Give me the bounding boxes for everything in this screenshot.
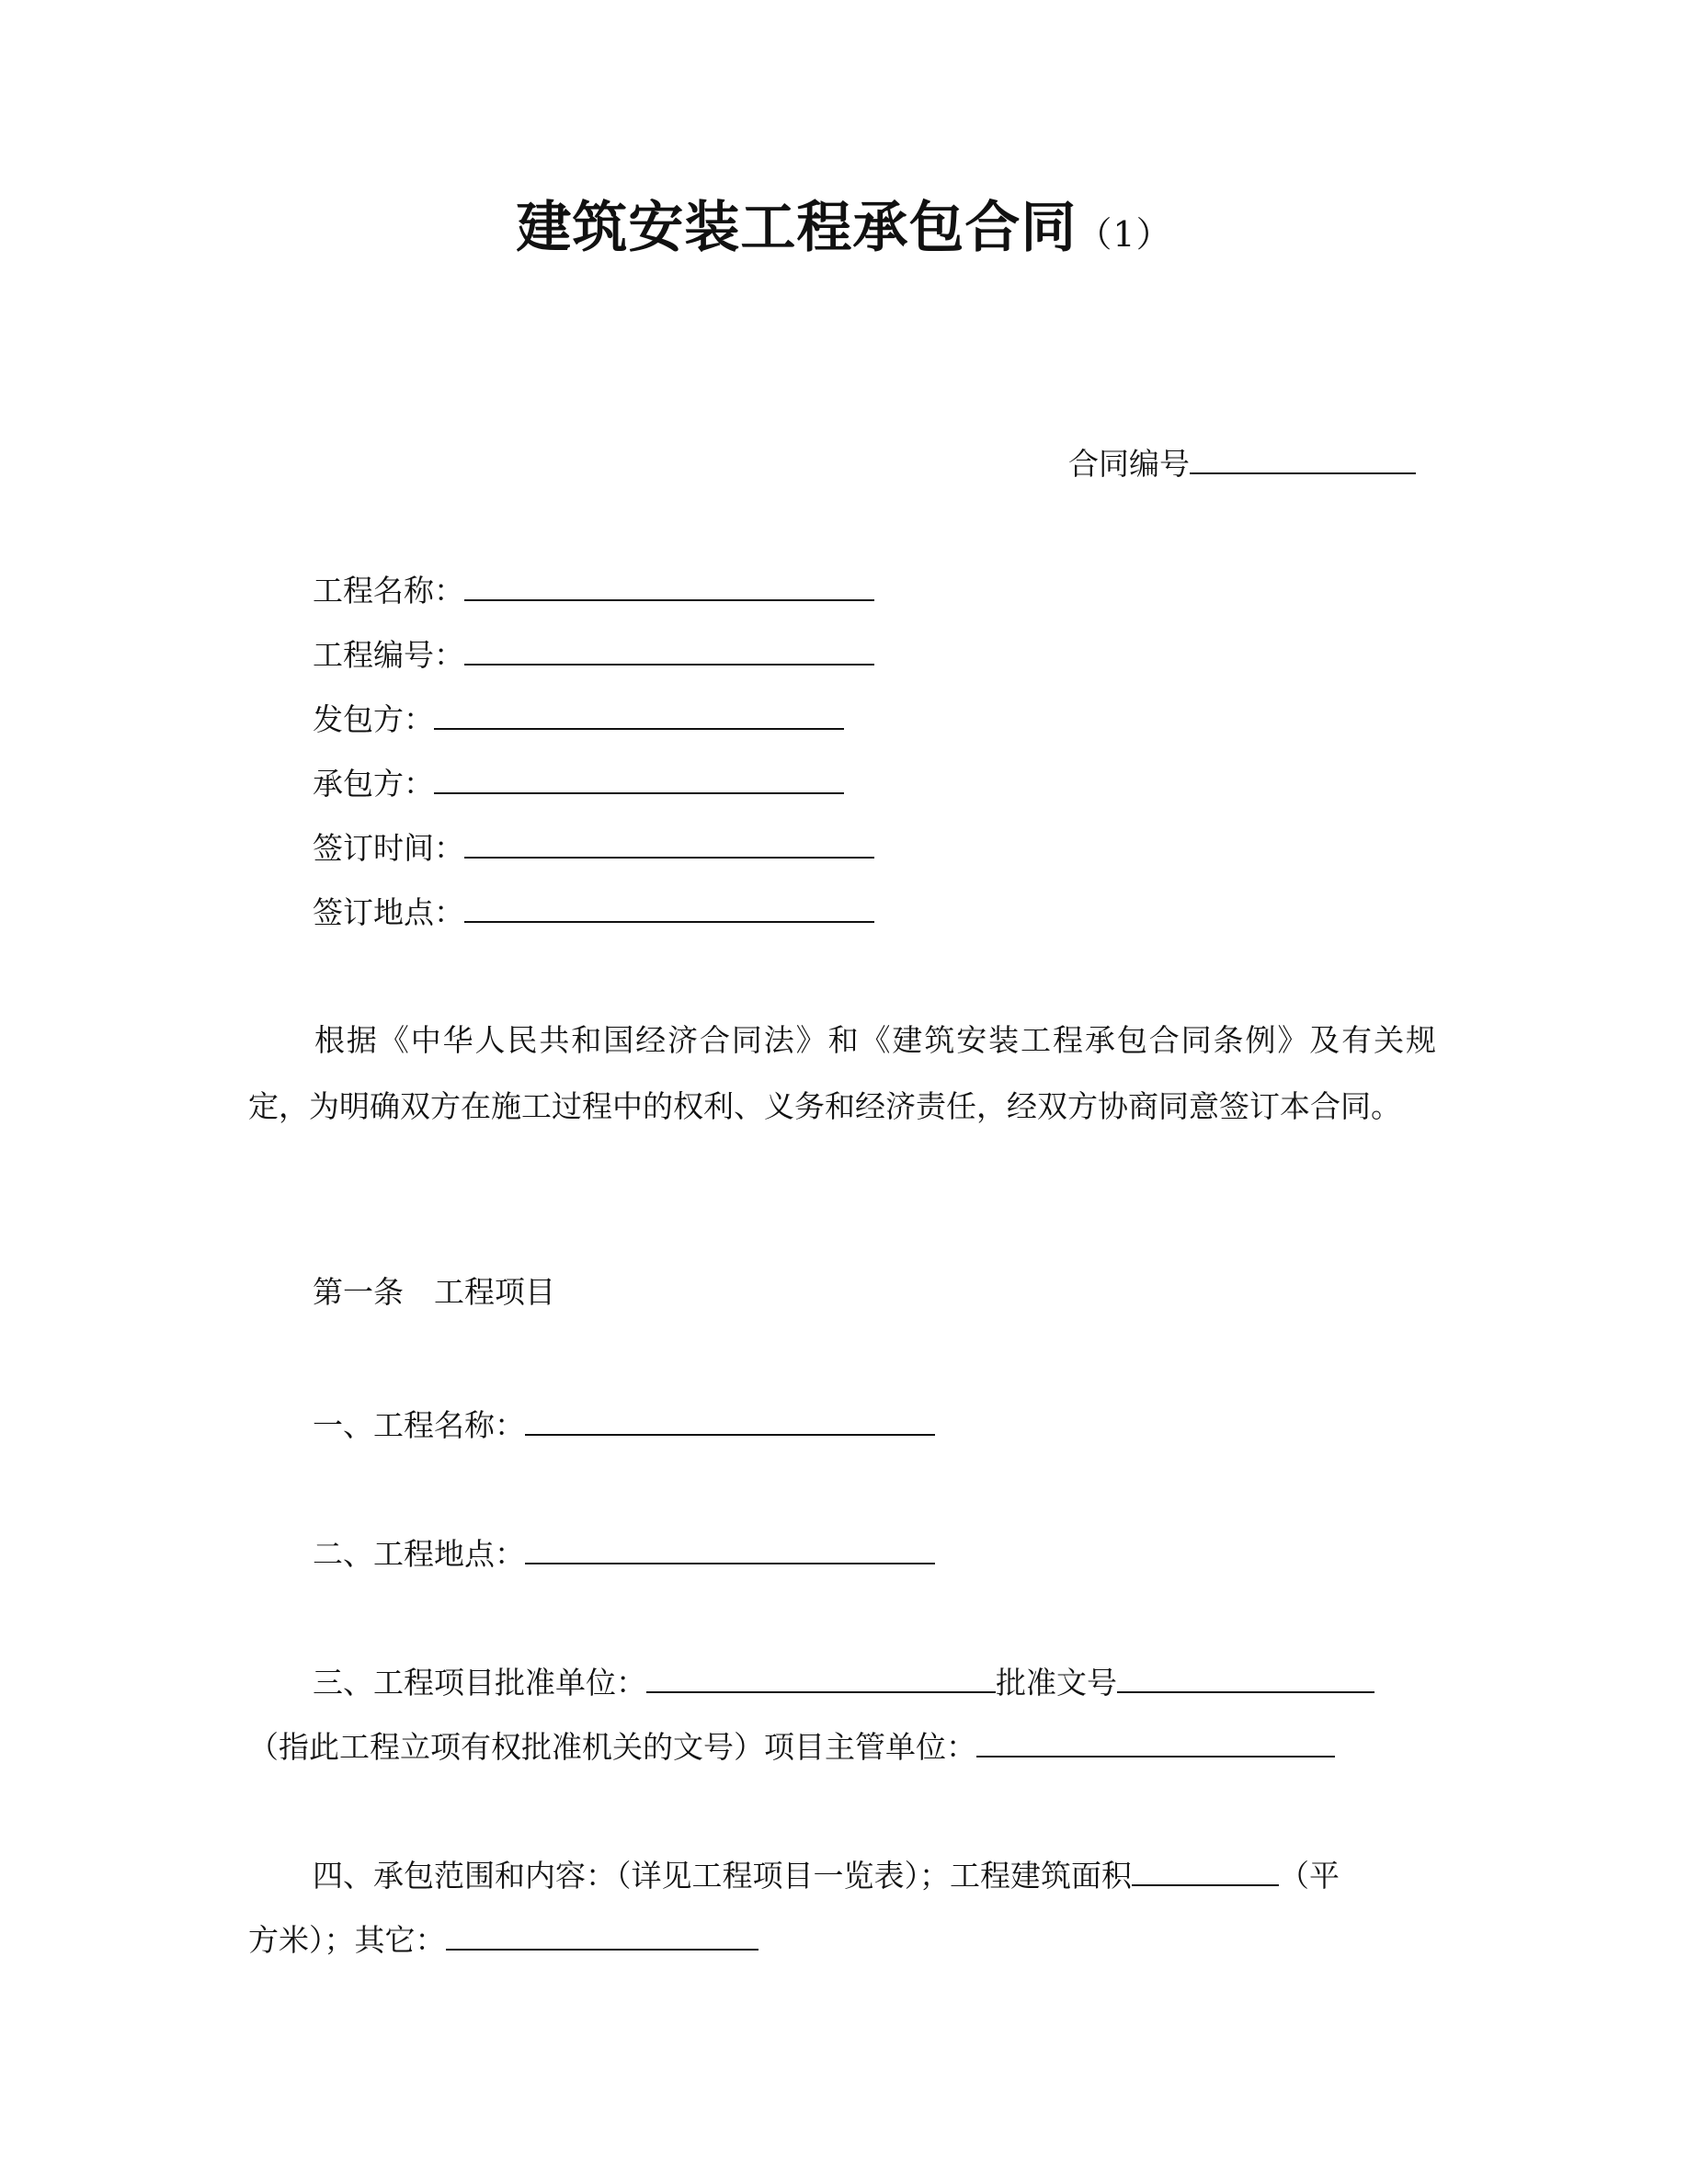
- contract-number-label: 合同编号: [1068, 446, 1190, 482]
- item-1-label: 一、工程名称：: [313, 1407, 525, 1443]
- item-1-row: [313, 1403, 935, 1446]
- item-1-blank[interactable]: [525, 1403, 935, 1436]
- approval-unit-blank[interactable]: [646, 1660, 996, 1693]
- article-1-heading: 第一条 工程项目: [313, 1274, 555, 1310]
- contract-number-row: [1068, 441, 1416, 484]
- header-field-label: 签订地点：: [313, 894, 464, 930]
- document-title: [0, 191, 1688, 271]
- item-3-line2-label: （指此工程立项有权批准机关的文号）项目主管单位：: [248, 1729, 976, 1765]
- header-field-signing-date: [313, 825, 874, 869]
- header-field-employer: [313, 697, 844, 740]
- item-4-row-2: [248, 1917, 758, 1961]
- header-field-signing-place: [313, 890, 874, 933]
- contract-number-blank[interactable]: [1190, 441, 1416, 474]
- item-4-label: 四、承包范围和内容：（详见工程项目一览表）；工程建筑面积: [313, 1858, 1132, 1894]
- project-number-blank[interactable]: [464, 632, 874, 665]
- title-suffix: （1）: [1077, 214, 1172, 255]
- employer-blank[interactable]: [434, 697, 844, 730]
- approval-number-label: 批准文号: [996, 1665, 1117, 1701]
- building-area-blank[interactable]: [1132, 1853, 1279, 1886]
- header-field-contractor: [313, 761, 844, 804]
- item-4-row-1: [313, 1853, 1340, 1896]
- title-main: 建筑安装工程承包合同: [516, 196, 1078, 260]
- project-name-blank[interactable]: [464, 568, 874, 601]
- supervising-unit-blank[interactable]: [976, 1724, 1335, 1757]
- signing-date-blank[interactable]: [464, 825, 874, 859]
- header-field-label: 承包方：: [313, 766, 434, 802]
- item-3-label: 三、工程项目批准单位：: [313, 1665, 646, 1701]
- item-3-row-1: [313, 1660, 1374, 1703]
- header-field-label: 工程名称：: [313, 573, 464, 609]
- header-field-project-name: [313, 568, 874, 611]
- item-2-row: [313, 1531, 935, 1575]
- signing-place-blank[interactable]: [464, 890, 874, 923]
- item-3-row-2: [248, 1724, 1335, 1768]
- item-4-line2-label: 方米）；其它：: [248, 1922, 446, 1958]
- other-blank[interactable]: [446, 1917, 758, 1951]
- approval-number-blank[interactable]: [1117, 1660, 1374, 1693]
- header-field-label: 发包方：: [313, 701, 434, 737]
- header-field-project-number: [313, 632, 874, 676]
- item-2-blank[interactable]: [525, 1531, 935, 1564]
- contractor-blank[interactable]: [434, 761, 844, 794]
- preamble-paragraph: 根据《中华人民共和国经济合同法》和《建筑安装工程承包合同条例》及有关规定，为明确双方在施工过程中的权利、义务和经济责任，经双方协商同意签订本合同。: [248, 1022, 1436, 1124]
- header-field-label: 工程编号：: [313, 637, 464, 673]
- item-4-unit-open: （平: [1279, 1858, 1340, 1894]
- item-2-label: 二、工程地点：: [313, 1536, 525, 1572]
- header-field-label: 签订时间：: [313, 830, 464, 866]
